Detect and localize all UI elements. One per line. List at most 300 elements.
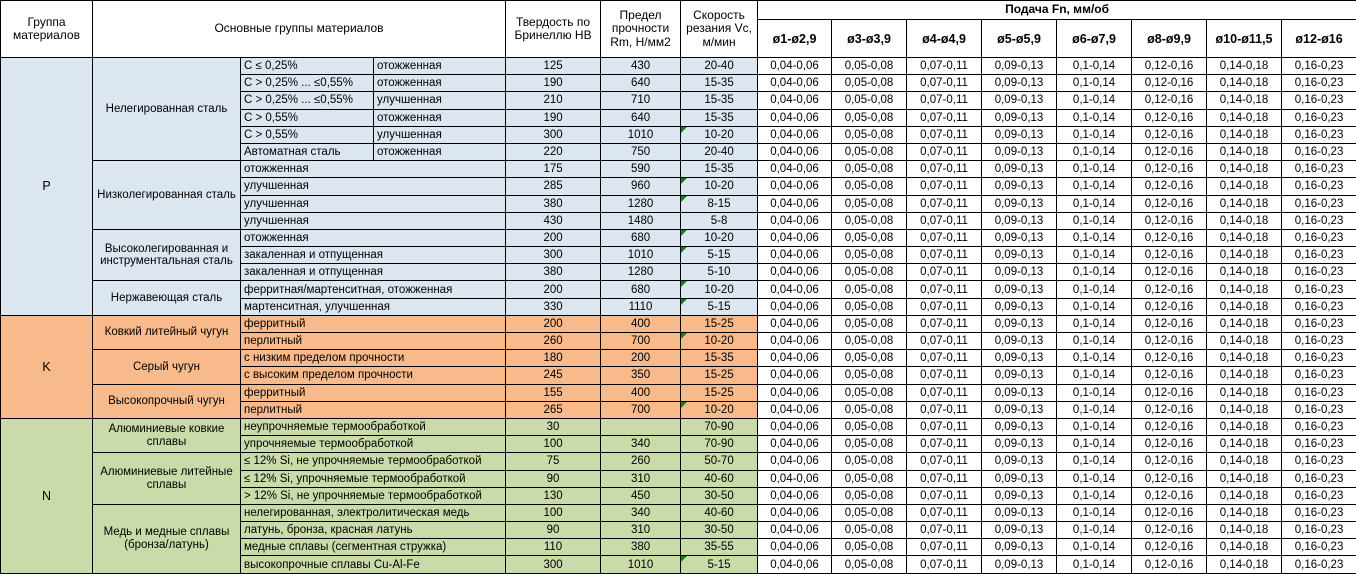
strength-cell: 430 [601,58,681,75]
material-cell: улучшенная [241,178,506,195]
speed-cell: 70-90 [681,436,758,453]
strength-cell: 400 [601,384,681,401]
header-tensile-strength: Предел прочности Rm, Н/мм2 [601,1,681,58]
feed-cell: 0,07-0,11 [907,436,982,453]
feed-cell: 0,1-0,14 [1057,75,1132,92]
feed-cell: 0,05-0,08 [832,126,907,143]
feed-cell: 0,1-0,14 [1057,58,1132,75]
feed-cell: 0,04-0,06 [758,264,832,281]
feed-cell: 0,1-0,14 [1057,333,1132,350]
feed-cell: 0,04-0,06 [758,212,832,229]
feed-cell: 0,12-0,16 [1132,522,1207,539]
feed-cell: 0,09-0,13 [982,350,1057,367]
hardness-cell: 30 [506,418,601,435]
speed-cell: 20-40 [681,143,758,160]
feed-cell: 0,05-0,08 [832,333,907,350]
header-feed-title: Подача Fn, мм/об [758,1,1356,20]
feed-cell: 0,12-0,16 [1132,315,1207,332]
feed-cell: 0,07-0,11 [907,212,982,229]
feed-cell: 0,14-0,18 [1207,178,1282,195]
subgroup-name-cell: Алюминиевые литейные сплавы [93,453,241,505]
strength-cell: 380 [601,539,681,556]
feed-cell: 0,14-0,18 [1207,436,1282,453]
feed-cell: 0,1-0,14 [1057,161,1132,178]
feed-cell: 0,04-0,06 [758,92,832,109]
material-cell: латунь, бронза, красная латунь [241,522,506,539]
hardness-cell: 200 [506,281,601,298]
feed-cell: 0,16-0,23 [1282,333,1356,350]
feed-cell: 0,07-0,11 [907,178,982,195]
feed-cell: 0,12-0,16 [1132,178,1207,195]
hardness-cell: 285 [506,178,601,195]
feed-cell: 0,04-0,06 [758,470,832,487]
strength-cell: 640 [601,75,681,92]
feed-cell: 0,1-0,14 [1057,212,1132,229]
speed-cell: 30-50 [681,487,758,504]
subgroup-name-cell: Медь и медные сплавы (бронза/латунь) [93,504,241,573]
material-cell: с высоким пределом прочности [241,367,506,384]
feed-cell: 0,16-0,23 [1282,109,1356,126]
feed-cell: 0,07-0,11 [907,75,982,92]
feed-cell: 0,04-0,06 [758,350,832,367]
speed-cell: 10-20 [681,281,758,298]
material-cell: отожженная [241,161,506,178]
cell-flag-triangle-icon [681,230,687,236]
speed-cell: 30-50 [681,522,758,539]
feed-cell: 0,12-0,16 [1132,487,1207,504]
cell-flag-triangle-icon [681,196,687,202]
feed-column-header: ø12-ø16 [1282,20,1356,58]
feed-cell: 0,12-0,16 [1132,367,1207,384]
material-cell: C > 0,55% [241,126,374,143]
feed-cell: 0,12-0,16 [1132,453,1207,470]
feed-cell: 0,05-0,08 [832,109,907,126]
feed-cell: 0,12-0,16 [1132,229,1207,246]
strength-cell: 960 [601,178,681,195]
feed-cell: 0,09-0,13 [982,126,1057,143]
material-cell: ≤ 12% Si, упрочняемые термообработкой [241,470,506,487]
feed-cell: 0,04-0,06 [758,453,832,470]
feed-cell: 0,04-0,06 [758,504,832,521]
material-cell: > 12% Si, не упрочняемые термообработкой [241,487,506,504]
hardness-cell: 180 [506,350,601,367]
cell-flag-triangle-icon [681,127,687,133]
feed-cell: 0,12-0,16 [1132,247,1207,264]
speed-cell: 10-20 [681,126,758,143]
feed-cell: 0,04-0,06 [758,109,832,126]
speed-cell: 8-15 [681,195,758,212]
feed-cell: 0,07-0,11 [907,539,982,556]
feed-cell: 0,14-0,18 [1207,247,1282,264]
hardness-cell: 110 [506,539,601,556]
feed-cell: 0,09-0,13 [982,58,1057,75]
feed-cell: 0,12-0,16 [1132,92,1207,109]
feed-cell: 0,1-0,14 [1057,401,1132,418]
feed-cell: 0,07-0,11 [907,315,982,332]
feed-cell: 0,1-0,14 [1057,556,1132,573]
speed-cell: 15-35 [681,161,758,178]
feed-cell: 0,07-0,11 [907,298,982,315]
feed-cell: 0,09-0,13 [982,556,1057,573]
speed-cell: 5-15 [681,247,758,264]
hardness-cell: 300 [506,126,601,143]
feed-cell: 0,05-0,08 [832,212,907,229]
hardness-cell: 300 [506,247,601,264]
feed-cell: 0,14-0,18 [1207,264,1282,281]
feed-cell: 0,12-0,16 [1132,384,1207,401]
table-row [1,350,1356,367]
feed-cell: 0,14-0,18 [1207,126,1282,143]
strength-cell: 1110 [601,298,681,315]
hardness-cell: 200 [506,315,601,332]
feed-cell: 0,1-0,14 [1057,264,1132,281]
feed-cell: 0,16-0,23 [1282,298,1356,315]
material-cell: ферритный [241,384,506,401]
strength-cell: 450 [601,487,681,504]
group-letter-cell: N [1,418,93,573]
feed-cell: 0,1-0,14 [1057,367,1132,384]
feed-cell: 0,1-0,14 [1057,109,1132,126]
cell-flag-triangle-icon [681,281,687,287]
feed-cell: 0,05-0,08 [832,178,907,195]
material-cell: ферритный [241,315,506,332]
feed-cell: 0,16-0,23 [1282,401,1356,418]
cell-flag-triangle-icon [681,333,687,339]
speed-cell: 5-8 [681,212,758,229]
material-cell: Автоматная сталь [241,143,374,160]
feed-cell: 0,16-0,23 [1282,436,1356,453]
speed-cell: 15-25 [681,384,758,401]
speed-cell: 5-10 [681,264,758,281]
feed-cell: 0,1-0,14 [1057,436,1132,453]
speed-cell: 15-25 [681,315,758,332]
feed-cell: 0,12-0,16 [1132,75,1207,92]
feed-cell: 0,16-0,23 [1282,264,1356,281]
feed-cell: 0,12-0,16 [1132,58,1207,75]
hardness-cell: 300 [506,556,601,573]
strength-cell: 1010 [601,126,681,143]
strength-cell: 700 [601,333,681,350]
material-cell: высокопрочные сплавы Cu-Al-Fe [241,556,506,573]
feed-cell: 0,05-0,08 [832,58,907,75]
hardness-cell: 100 [506,504,601,521]
hardness-cell: 430 [506,212,601,229]
feed-cell: 0,05-0,08 [832,247,907,264]
hardness-cell: 220 [506,143,601,160]
table-row [1,229,1356,246]
material-cell: упрочняемые термообработкой [241,436,506,453]
cell-flag-triangle-icon [681,299,687,305]
feed-cell: 0,07-0,11 [907,453,982,470]
feed-cell: 0,04-0,06 [758,75,832,92]
hardness-cell: 175 [506,161,601,178]
subgroup-name-cell: Высокопрочный чугун [93,384,241,418]
feed-cell: 0,09-0,13 [982,522,1057,539]
feed-cell: 0,12-0,16 [1132,418,1207,435]
subgroup-name-cell: Алюминиевые ковкие сплавы [93,418,241,452]
cell-flag-triangle-icon [681,556,687,562]
feed-cell: 0,14-0,18 [1207,401,1282,418]
feed-cell: 0,12-0,16 [1132,436,1207,453]
feed-cell: 0,12-0,16 [1132,556,1207,573]
feed-cell: 0,09-0,13 [982,109,1057,126]
feed-cell: 0,04-0,06 [758,367,832,384]
feed-cell: 0,14-0,18 [1207,212,1282,229]
feed-cell: 0,07-0,11 [907,487,982,504]
feed-cell: 0,04-0,06 [758,161,832,178]
feed-cell: 0,05-0,08 [832,195,907,212]
feed-column-header: ø10-ø11,5 [1207,20,1282,58]
strength-cell: 710 [601,92,681,109]
feed-cell: 0,07-0,11 [907,470,982,487]
material-cell: нелегированная, электролитическая медь [241,504,506,521]
feed-cell: 0,14-0,18 [1207,315,1282,332]
header-cutting-speed: Скорость резания Vc, м/мин [681,1,758,58]
feed-cell: 0,07-0,11 [907,504,982,521]
strength-cell: 310 [601,522,681,539]
feed-cell: 0,1-0,14 [1057,384,1132,401]
feed-cell: 0,09-0,13 [982,298,1057,315]
feed-cell: 0,14-0,18 [1207,539,1282,556]
table-row [1,281,1356,298]
strength-cell: 1480 [601,212,681,229]
feed-cell: 0,14-0,18 [1207,453,1282,470]
feed-column-header: ø1-ø2,9 [758,20,832,58]
feed-cell: 0,07-0,11 [907,556,982,573]
feed-cell: 0,14-0,18 [1207,470,1282,487]
feed-cell: 0,1-0,14 [1057,247,1132,264]
state-cell: улучшенная [374,92,506,109]
feed-cell: 0,07-0,11 [907,229,982,246]
feed-cell: 0,04-0,06 [758,281,832,298]
hardness-cell: 75 [506,453,601,470]
hardness-cell: 330 [506,298,601,315]
feed-cell: 0,04-0,06 [758,384,832,401]
feed-cell: 0,16-0,23 [1282,229,1356,246]
feed-cell: 0,14-0,18 [1207,75,1282,92]
feed-cell: 0,12-0,16 [1132,333,1207,350]
hardness-cell: 380 [506,264,601,281]
feed-cell: 0,1-0,14 [1057,195,1132,212]
feed-cell: 0,09-0,13 [982,161,1057,178]
feed-cell: 0,04-0,06 [758,315,832,332]
feed-cell: 0,1-0,14 [1057,298,1132,315]
strength-cell: 340 [601,436,681,453]
strength-cell: 1280 [601,195,681,212]
table-row [1,58,1356,75]
feed-cell: 0,16-0,23 [1282,470,1356,487]
strength-cell: 310 [601,470,681,487]
material-cell: улучшенная [241,212,506,229]
speed-cell: 5-15 [681,556,758,573]
feed-cell: 0,05-0,08 [832,436,907,453]
hardness-cell: 125 [506,58,601,75]
speed-cell: 15-35 [681,75,758,92]
feed-cell: 0,05-0,08 [832,229,907,246]
state-cell: отожженная [374,75,506,92]
feed-cell: 0,09-0,13 [982,143,1057,160]
feed-cell: 0,05-0,08 [832,539,907,556]
feed-column-header: ø8-ø9,9 [1132,20,1207,58]
material-cell: улучшенная [241,195,506,212]
feed-cell: 0,05-0,08 [832,92,907,109]
feed-cell: 0,04-0,06 [758,229,832,246]
hardness-cell: 100 [506,436,601,453]
feed-cell: 0,09-0,13 [982,436,1057,453]
table-row [1,161,1356,178]
feed-cell: 0,05-0,08 [832,487,907,504]
feed-cell: 0,16-0,23 [1282,212,1356,229]
feed-cell: 0,16-0,23 [1282,161,1356,178]
strength-cell: 340 [601,504,681,521]
subgroup-name-cell: Ковкий литейный чугун [93,315,241,349]
feed-cell: 0,12-0,16 [1132,212,1207,229]
feed-cell: 0,16-0,23 [1282,556,1356,573]
subgroup-name-cell: Низколегированная сталь [93,161,241,230]
feed-cell: 0,16-0,23 [1282,75,1356,92]
hardness-cell: 260 [506,333,601,350]
feed-cell: 0,07-0,11 [907,143,982,160]
feed-cell: 0,14-0,18 [1207,350,1282,367]
feed-cell: 0,04-0,06 [758,401,832,418]
group-letter-cell: P [1,58,93,316]
strength-cell: 750 [601,143,681,160]
cell-flag-triangle-icon [681,402,687,408]
feed-cell: 0,12-0,16 [1132,401,1207,418]
strength-cell: 200 [601,350,681,367]
feed-cell: 0,1-0,14 [1057,522,1132,539]
feed-cell: 0,1-0,14 [1057,92,1132,109]
feed-column-header: ø6-ø7,9 [1057,20,1132,58]
feed-cell: 0,16-0,23 [1282,522,1356,539]
feed-cell: 0,09-0,13 [982,401,1057,418]
state-cell: улучшенная [374,126,506,143]
feed-cell: 0,09-0,13 [982,333,1057,350]
feed-cell: 0,14-0,18 [1207,487,1282,504]
feed-cell: 0,1-0,14 [1057,229,1132,246]
feed-cell: 0,09-0,13 [982,247,1057,264]
speed-cell: 10-20 [681,178,758,195]
feed-cell: 0,04-0,06 [758,298,832,315]
material-cell: закаленная и отпущенная [241,264,506,281]
group-letter-cell: K [1,315,93,418]
hardness-cell: 210 [506,92,601,109]
speed-cell: 15-35 [681,109,758,126]
feed-cell: 0,04-0,06 [758,178,832,195]
feed-cell: 0,04-0,06 [758,143,832,160]
feed-cell: 0,07-0,11 [907,92,982,109]
feed-cell: 0,16-0,23 [1282,504,1356,521]
hardness-cell: 245 [506,367,601,384]
feed-cell: 0,12-0,16 [1132,264,1207,281]
feed-cell: 0,07-0,11 [907,418,982,435]
feed-cell: 0,16-0,23 [1282,487,1356,504]
feed-cell: 0,05-0,08 [832,298,907,315]
speed-cell: 15-35 [681,350,758,367]
feed-cell: 0,09-0,13 [982,195,1057,212]
subgroup-name-cell: Серый чугун [93,350,241,384]
feed-cell: 0,1-0,14 [1057,453,1132,470]
feed-cell: 0,16-0,23 [1282,350,1356,367]
strength-cell: 680 [601,281,681,298]
speed-cell: 40-60 [681,470,758,487]
feed-cell: 0,14-0,18 [1207,229,1282,246]
feed-cell: 0,04-0,06 [758,195,832,212]
feed-cell: 0,14-0,18 [1207,504,1282,521]
speed-cell: 35-55 [681,539,758,556]
feed-cell: 0,05-0,08 [832,453,907,470]
strength-cell: 1010 [601,247,681,264]
cell-flag-triangle-icon [681,247,687,253]
feed-cell: 0,05-0,08 [832,470,907,487]
feed-cell: 0,09-0,13 [982,504,1057,521]
table-row [1,384,1356,401]
feed-cell: 0,1-0,14 [1057,126,1132,143]
feed-cell: 0,14-0,18 [1207,418,1282,435]
feed-cell: 0,05-0,08 [832,350,907,367]
feed-cell: 0,09-0,13 [982,229,1057,246]
feed-cell: 0,12-0,16 [1132,143,1207,160]
feed-cell: 0,16-0,23 [1282,453,1356,470]
hardness-cell: 130 [506,487,601,504]
material-cell: ≤ 12% Si, не упрочняемые термообработкой [241,453,506,470]
feed-cell: 0,07-0,11 [907,333,982,350]
speed-cell: 50-70 [681,453,758,470]
feed-cell: 0,14-0,18 [1207,384,1282,401]
header-row-top [1,1,1356,20]
hardness-cell: 90 [506,470,601,487]
feed-cell: 0,07-0,11 [907,367,982,384]
material-cell: неупрочняемые термообработкой [241,418,506,435]
hardness-cell: 190 [506,75,601,92]
strength-cell: 1010 [601,556,681,573]
material-cell: мартенситная, улучшенная [241,298,506,315]
feed-cell: 0,14-0,18 [1207,298,1282,315]
feed-cell: 0,07-0,11 [907,384,982,401]
material-cell: с низким пределом прочности [241,350,506,367]
subgroup-name-cell: Нержавеющая сталь [93,281,241,315]
feed-cell: 0,09-0,13 [982,92,1057,109]
feed-cell: 0,04-0,06 [758,58,832,75]
feed-cell: 0,16-0,23 [1282,126,1356,143]
feed-cell: 0,07-0,11 [907,161,982,178]
strength-cell: 590 [601,161,681,178]
state-cell: отожженная [374,143,506,160]
feed-cell: 0,09-0,13 [982,281,1057,298]
subgroup-name-cell: Нелегированная сталь [93,58,241,161]
feed-cell: 0,05-0,08 [832,504,907,521]
table-row [1,418,1356,435]
state-cell: отожженная [374,58,506,75]
feed-cell: 0,07-0,11 [907,58,982,75]
strength-cell: 1280 [601,264,681,281]
feed-cell: 0,07-0,11 [907,350,982,367]
feed-cell: 0,05-0,08 [832,367,907,384]
feed-cell: 0,05-0,08 [832,401,907,418]
feed-cell: 0,05-0,08 [832,315,907,332]
feed-cell: 0,16-0,23 [1282,92,1356,109]
feed-cell: 0,1-0,14 [1057,281,1132,298]
feed-cell: 0,14-0,18 [1207,367,1282,384]
feed-column-header: ø3-ø3,9 [832,20,907,58]
feed-column-header: ø5-ø5,9 [982,20,1057,58]
material-cell: отожженная [241,229,506,246]
feed-cell: 0,04-0,06 [758,247,832,264]
hardness-cell: 90 [506,522,601,539]
feed-cell: 0,09-0,13 [982,418,1057,435]
feed-cell: 0,05-0,08 [832,418,907,435]
feed-cell: 0,16-0,23 [1282,58,1356,75]
